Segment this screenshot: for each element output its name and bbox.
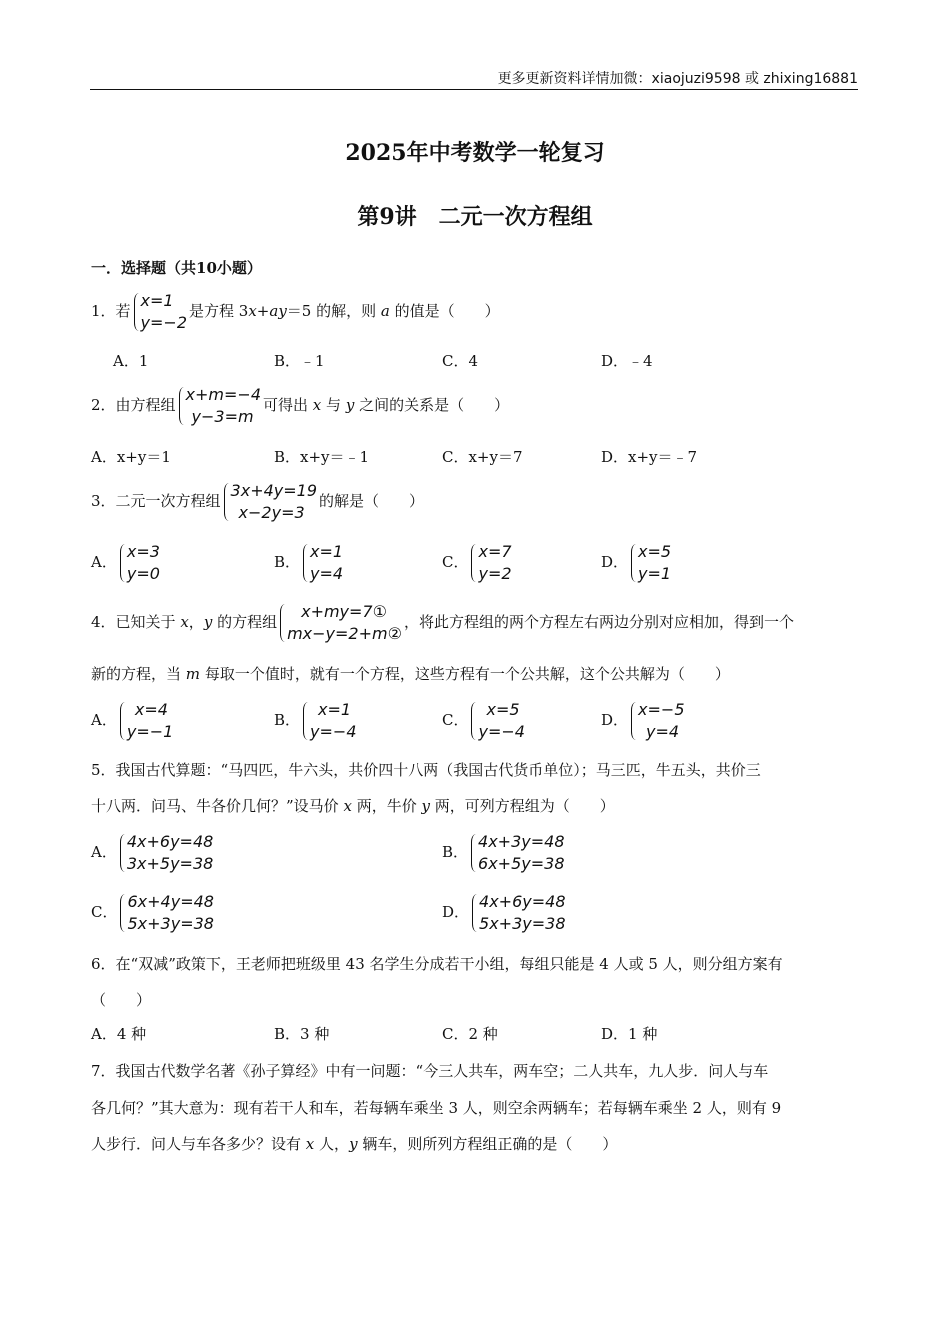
q3-option-c: C． x=7 y=2 [442, 542, 512, 583]
header-rule [90, 89, 858, 90]
q4-option-a: A． x=4 y=−1 [91, 700, 174, 741]
question-7-line-2: 各几何？”其大意为：现有若干人和车，若每辆车乘坐 3 人，则空余两辆车；若每辆车乘坐 2 人，则有 9 [91, 1099, 782, 1117]
q6-option-b: B．3 种 [274, 1025, 330, 1043]
q5-option-b: B． 4x+3y=48 6x+5y=38 [442, 832, 565, 873]
system-equations: x+m=−4 y−3=m [178, 384, 261, 428]
question-5: 5．我国古代算题：“马四匹，牛六头，共价四十八两（我国古代货币单位）；马三匹，牛五头，共价三 [91, 761, 761, 779]
question-3: 3．二元一次方程组 3x+4y=19 x−2y=3 的解是（ ） [91, 481, 425, 522]
system-equations: x=1 y=−2 [133, 290, 187, 334]
question-1: 1．若 x=1 y=−2 是方程 3x+ay＝5 的解，则 a 的值是（ ） [91, 291, 500, 332]
question-6: 6．在“双减”政策下，王老师把班级里 43 名学生分成若干小组，每组只能是 4 人或 5 人，则分组方案有 [91, 955, 783, 973]
question-7: 7．我国古代数学名著《孙子算经》中有一问题：“今三人共车，两车空；二人共车，九人步．问人与车 [91, 1062, 769, 1080]
question-6-line-2: （ ） [91, 991, 152, 1009]
q2-option-d: D．x+y＝﹣7 [601, 448, 698, 466]
q2-option-a: A．x+y＝1 [91, 448, 171, 466]
q2-option-c: C．x+y＝7 [442, 448, 523, 466]
main-title: 2025年中考数学一轮复习 [345, 140, 605, 166]
q5-option-c: C． 6x+4y=48 5x+3y=38 [91, 892, 214, 933]
question-4-line-2: 新的方程，当 m 每取一个值时，就有一个方程，这些方程有一个公共解，这个公共解为（ ） [91, 665, 730, 683]
header-note: 更多更新资料详情加微：xiaojuzi9598 或 zhixing16881 [497, 71, 858, 87]
q3-option-d: D． x=5 y=1 [601, 542, 672, 583]
section-heading: 一．选择题（共10小题） [91, 259, 262, 277]
q3-option-a: A． x=3 y=0 [91, 542, 160, 583]
question-5-line-2: 十八两．问马、牛各价几何？”设马价 x 两，牛价 y 两，可列方程组为（ ） [91, 797, 615, 815]
q1-option-c: C．4 [442, 352, 479, 370]
q1-option-d: D．﹣4 [601, 352, 653, 370]
lecture-title: 第9讲 二元一次方程组 [357, 204, 593, 230]
q1-option-a: A．1 [113, 352, 149, 370]
q2-option-b: B．x+y＝﹣1 [274, 448, 370, 466]
q4-option-d: D． x=−5 y=4 [601, 700, 685, 741]
question-4: 4．已知关于 x，y 的方程组 x+my=7① mx−y=2+m② ，将此方程组的两个方程左右两边分别对应相加，得到一个 [91, 602, 794, 643]
q5-option-d: D． 4x+6y=48 5x+3y=38 [442, 892, 566, 933]
q6-option-d: D．1 种 [601, 1025, 658, 1043]
q3-option-b: B． x=1 y=4 [274, 542, 344, 583]
question-2: 2．由方程组 x+m=−4 y−3=m 可得出 x 与 y 之间的关系是（ ） [91, 385, 510, 426]
system-equations: x+my=7① mx−y=2+m② [279, 601, 402, 645]
q4-option-c: C． x=5 y=−4 [442, 700, 525, 741]
q4-option-b: B． x=1 y=−4 [274, 700, 357, 741]
system-equations: 3x+4y=19 x−2y=3 [223, 480, 317, 524]
q6-option-a: A．4 种 [91, 1025, 147, 1043]
question-7-line-3: 人步行．问人与车各多少？设有 x 人，y 辆车，则所列方程组正确的是（ ） [91, 1135, 618, 1153]
q6-option-c: C．2 种 [442, 1025, 498, 1043]
q5-option-a: A． 4x+6y=48 3x+5y=38 [91, 832, 214, 873]
q1-option-b: B．﹣1 [274, 352, 325, 370]
